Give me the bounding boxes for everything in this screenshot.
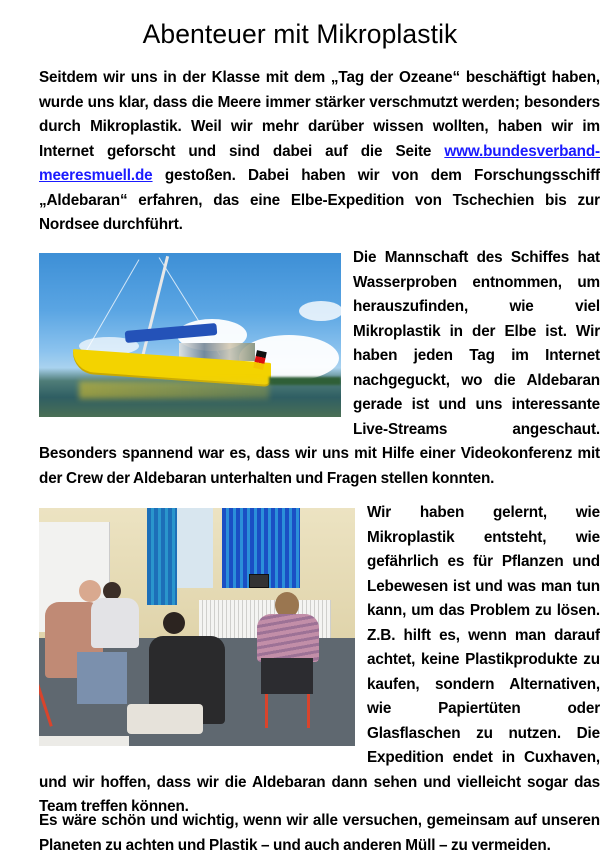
ship-section — [39, 246, 600, 491]
chair-leg — [307, 694, 310, 728]
person-head — [163, 612, 185, 634]
chair-white — [127, 704, 203, 734]
classroom-paragraph-text: Wir haben gelernt, wie Mikroplastik entsteht, wie gefährlich es für Pflanzen und Lebewesen ist und was man tun kann, um das Problem zu lösen. Z.B. hilft es, wenn man darauf achtet, keine Plastikprodukte zu kaufen, sondern Alternativen, wie Papiertüten oder Glasflaschen zu nutzen. Die Expedition endet in Cuxhaven, und wir hoffen, dass wir die Aldebaran dann sehen und vielleicht sogar das Team treffen können. — [39, 504, 600, 815]
person-grey-hoodie — [91, 598, 139, 648]
shoreline — [269, 377, 341, 385]
person-jeans — [77, 652, 127, 704]
page-title: Abenteuer mit Mikroplastik — [142, 19, 458, 49]
laptop-screen — [249, 574, 269, 588]
ship-paragraph-text: Die Mannschaft des Schiffes hat Wasserproben entnommen, um herauszufinden, wie viel Mikroplastik in der Elbe ist. Wir haben jeden Tag im Internet nachgeguckt, wo die Aldebaran gerade ist und uns interessante Live-Streams angeschaut. Besonders spannend war es, dass wir uns mit Hilfe einer Videokonferenz mit der Crew der Aldebaran unterhalten und Fragen stellen konnten. — [39, 249, 600, 487]
cloud-shape — [299, 301, 341, 321]
ship-photo — [39, 253, 341, 417]
closing-paragraph: Es wäre schön und wichtig, wenn wir alle versuchen, gemeinsam auf unseren Planeten zu achten und Plastik – und auch anderen Müll – zu vermeiden. — [39, 812, 600, 854]
ship-mast — [140, 256, 169, 362]
classroom-section — [39, 501, 600, 820]
chair-leg — [265, 694, 268, 728]
intro-paragraph — [39, 66, 600, 238]
intro-text-before-link: Seitdem wir uns in der Klasse mit dem „Tag der Ozeane“ beschäftigt haben, wurde uns klar, dass die Meere immer stärker verschmutzt werden; besonders durch Mikroplastik. Weil wir mehr darüber wissen wollten, haben wir im Internet geforscht und sind dabei auf die Seite — [39, 69, 600, 160]
hull-reflection — [79, 381, 269, 399]
person-striped-sweater — [257, 614, 319, 662]
intro-text-after-link: gestoßen. Dabei haben wir von dem Forschungsschiff „Aldebaran“ erfahren, das eine Elbe-Expedition von Tschechien bis zur Nordsee durchführt. — [39, 167, 600, 233]
bundesverband-meeresmuell-link[interactable]: www.bundesverband-meeresmuell.de — [39, 142, 600, 184]
curtain-left — [147, 508, 177, 605]
window-left — [177, 508, 213, 588]
chair-black — [261, 658, 313, 694]
table-edge — [39, 736, 129, 746]
classroom-photo — [39, 508, 355, 746]
